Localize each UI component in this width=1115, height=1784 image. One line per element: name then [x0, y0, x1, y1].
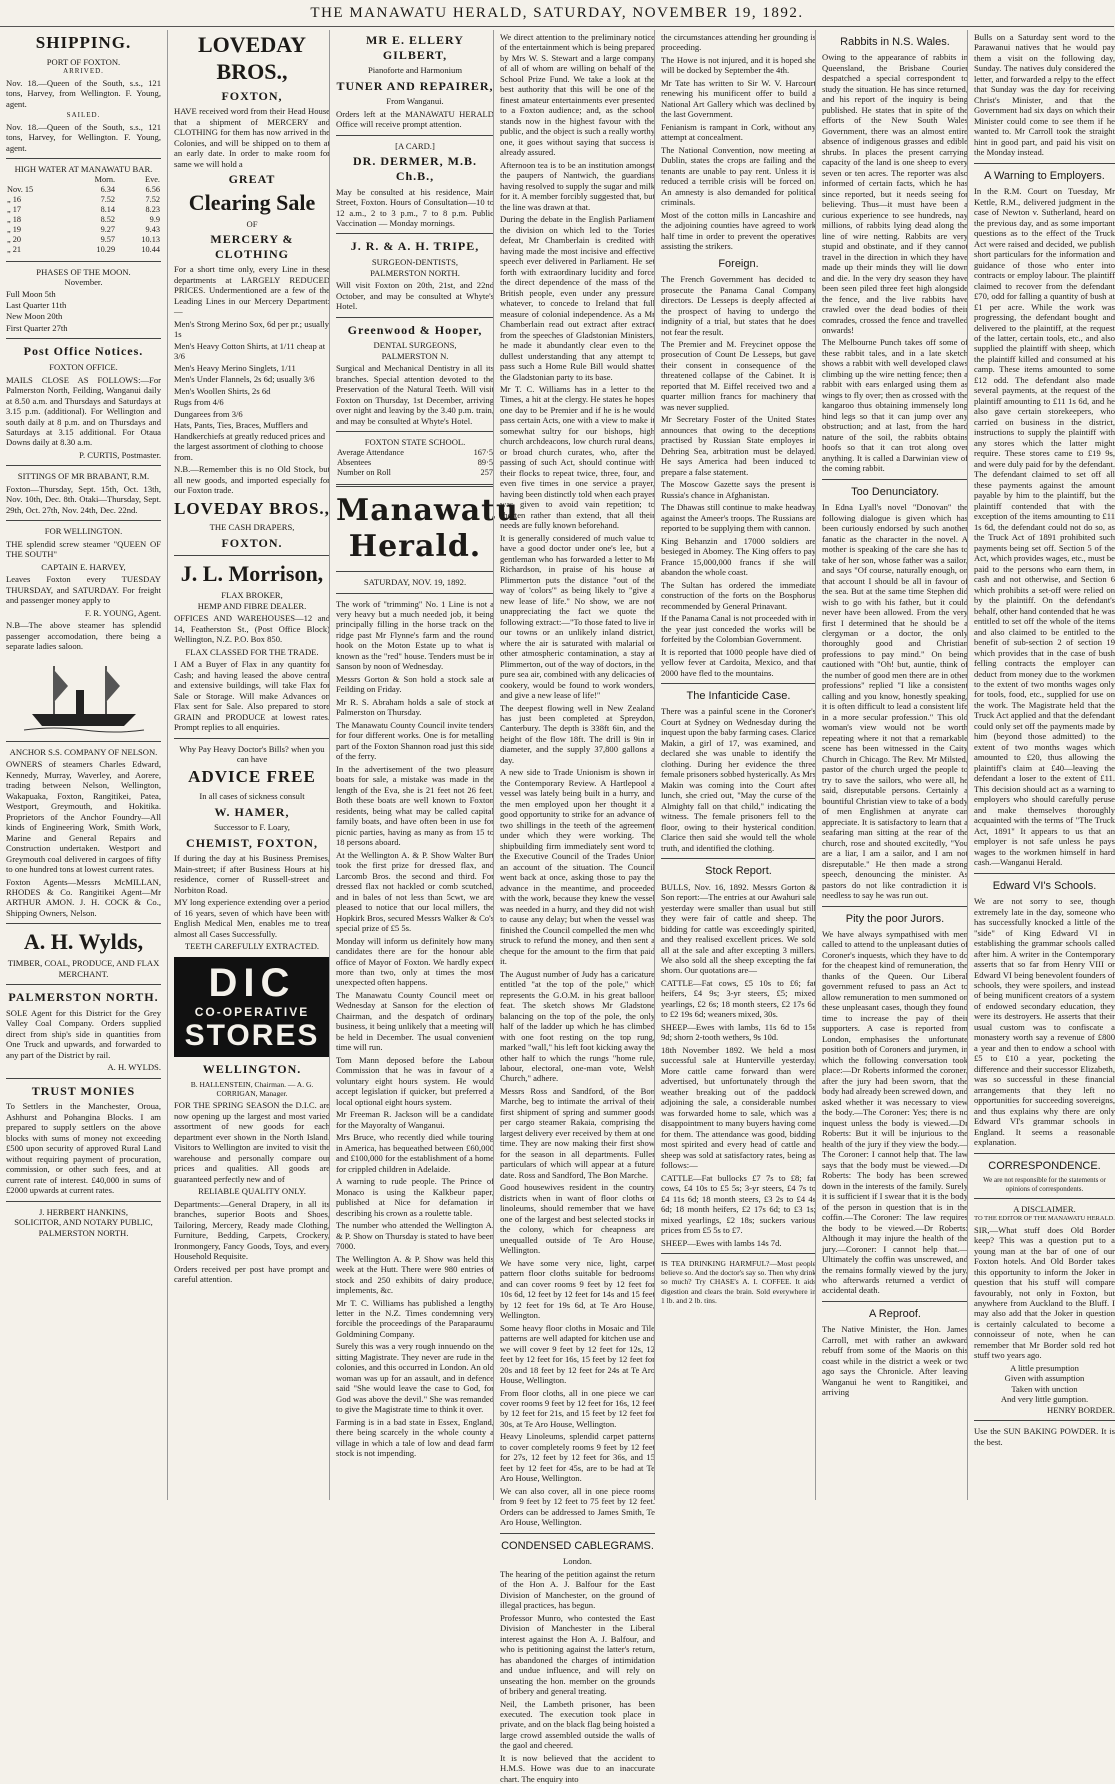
- tripe-text: Will visit Foxton on 20th, 21st, and 22nd October, and may be consulted at Whyte's Hotel.: [336, 280, 494, 312]
- paragraph: Afternoon tea is to be an institution amongst the paupers of Nantwich, the guardians having resolved to supply the sugar and milk for it. A member forcibly suggested that, but the line was drawn at that.: [500, 159, 655, 212]
- school-cell: 167·5: [473, 447, 493, 457]
- morrison-text: I AM a Buyer of Flax in any quantity for Cash; and having leased the above central and extensive buildings, will take Flax for Sale or Storage. Will make Advances on Flax sent for Sale. Also prepared to store GRAIN and PRODUCE at lowest rates. Prompt replies to all enquiries.: [174, 659, 330, 733]
- moon-item: Full Moon 5th: [6, 288, 56, 299]
- paragraph: Mr Freeman R. Jackson will be a candidate for the Mayoralty of Wanganui.: [336, 1109, 494, 1130]
- hamer-successor: Successor to F. Loary,: [214, 822, 290, 833]
- tide-row: [6, 185, 161, 195]
- tripe-place: PALMERSTON NORTH.: [370, 267, 460, 278]
- denunciatory-heading: Too Denunciatory.: [851, 485, 939, 498]
- letter-signature: HENRY BORDER.: [1047, 1404, 1115, 1415]
- gilbert-heading: MR E. ELLERY GILBERT,: [366, 33, 464, 62]
- paragraph: The Premier and M. Freycinet oppose the prosecution of Count De Lesseps, but gave their consent in consequence of the threatened collapse of the Cabinet. It is reported that M. Eiffel received two and a quarter million francs for machinery that was never supplied.: [661, 339, 816, 412]
- tide-header-row: [6, 175, 161, 185]
- reproof-text: The Native Minister, the Hon. James Carroll, met with rather an awkward rebuff from some of the Maoris on this coast while in the district a week or two ago says the Chronicle. After leaving Wanganui he went to Rangitikei, and arriving: [822, 1324, 968, 1398]
- paragraph: Mrs Bruce, who recently died while touring in America, has bequeathed between £60,000 and £100,000 for the establishment of a home for crippled children in Adelaide.: [336, 1132, 494, 1174]
- sailed-label: SAILED.: [66, 111, 101, 120]
- paragraph: Surely this was a very rough innuendo on the sitting Magistrate. They never are rude in the colonies, and this occurred in London. An old woman was up for an assault, and in defence said "She would leave the case to God, for God was above the devil." She was remanded to give the Magistrate time to think it over.: [336, 1341, 494, 1415]
- moon-month: November.: [64, 277, 103, 288]
- port-heading: PORT OF FOXTON.: [46, 56, 121, 67]
- edward-heading: Edward VI's Schools.: [992, 879, 1097, 892]
- paragraph: Owing to the appearance of rabbits in Queensland, the Brisbane Courier despatched a special correspondent to study the situation. He has since returned, and his report of the inquiry is being published. He states that in spite of the efforts of the New South Wales Government, there was an almost entire absence of indigenous grasses and edible shrubs. In places the present carrying capacity of the land is one sheep to every seven or ten acres. The reporter was also informed of certain facts, which he has since reported, but it needs seeing for believing. Thus—it must have been a curious experience to see hundreds, nay millions, of rabbits lying dead along the line of wire netting. Rabbits are very stupid and obstinate, and if they cannot travel in the direction in which they have made up their minds they will lie down and die. In the very dry season they have been seen piled three feet high alongside the fence, and the live rabbits have crawled over the dead bodies of their comrades, crossed the fence and travelled onwards!: [822, 52, 968, 335]
- arrived-text: Nov. 18.—Queen of the South, s.s., 121 tons, Harvey, from Wellington. F. Young, agent.: [6, 77, 161, 109]
- paragraph: The August number of Judy has a caricature entitled "at the top of the pole," which represents the G.O.M. in his great balloon feat. The sketch shows Mr Gladstone balancing on the top of the pole, the only half of the ladder up which he has climbed with one foot resting on the top rung, marked "wall," his left foot kicking away the other half to which the rungs "home rule, labour, electoral, one-man vote, Welsh Church," adhere.: [500, 968, 655, 1084]
- greenwood-place: PALMERSTON N.: [381, 350, 449, 361]
- wellington-text: THE splendid screw steamer "QUEEN OF THE SOUTH": [6, 538, 161, 560]
- mercery-list: [174, 319, 330, 462]
- masthead: THE MANAWATU HERALD, SATURDAY, NOVEMBER 19, 1892.: [0, 0, 1114, 27]
- paragraph: King Behanzin and 17000 soldiers are besieged in Abomey. The King offers to pay France 15,000,000 francs if she will abandon the whole coast.: [661, 535, 816, 578]
- stock-heading: Stock Report.: [705, 865, 772, 878]
- tide-row: [6, 235, 161, 245]
- tide-cell: 8.23: [145, 205, 160, 214]
- paragraph: Professor Munro, who contested the East Division of Manchester in the Liberal interest against the Hon A. J. Balfour, and who is petitioning against the latter's return, has abandoned the charges of intimidation and undue influence, and will rely on unseating the hon. member on the grounds of bribery and general treating.: [500, 1612, 655, 1697]
- paragraph: It is generally considered of much value to have a good doctor under one's lee, but a gentleman who has forwarded a letter to Mr Richardson, in praise of his house at Plimmerton puts the distance "out of the way of 'colors'" as being likely to "give a new lease of life." No show, we are not unappreciating the fact we quote the following extract:—"To those fated to live in our towns or an unlikely inland district, where the air is saturated with malarial or other atmospheric contamination, a stay at Plimmerton, out of the way of doctors, in the pure sea air, combined with any delicacies of cookery, would be found to work wonders, and give a new lease of life!": [500, 532, 655, 701]
- palmerston-text: SOLE Agent for this District for the Grey Valley Coal Company. Orders supplied direct from ship's side in quantities from One Truck and upwards, and forwarded to any part of the District by rail.: [6, 1007, 161, 1060]
- trust-text: To Settlers in the Manchester, Oroua, Ashhurst and Pohangina Blocks. I am prepared to supply settlers on the above blocks with sums of money not exceeding £500 upon security of approved Rural Land without requiring payment of procuration, commission, or other such fees, and at current rate of interest. £40,000 in sums of £2000 upwards at current rates.: [6, 1101, 161, 1196]
- tide-header-cell: [6, 175, 67, 185]
- verse: [974, 1363, 1115, 1405]
- paragraph: CATTLE—Fat cows, £5 10s to £6; fat heifers, £4 9s; 3-yr steers, £5; mixed yearlings, £2 6s; 18 month steers, £2 17s 6d to £2 19s 6d; weaners mixed, 30s.: [661, 977, 816, 1020]
- paragraph: During the debate in the English Parliament the division on which led to the Tories defeat, Mr Chamberlain is credited with having made the most incisive and effective speech ever delivered in Parliament. He set forth with extraordinary lucidity and force the direct dependence of the mass of the British people, even under any pressure whatever, to concede to Ireland that full measure of colonial independence. As a Mr Chamberlain read out extract after extract from the speeches of Gladstonian Ministers, he made it abundantly clear even to the dullest understanding that any attempt to pass such a Home Rule Bill would shatter the Gladstonian party to its base.: [500, 214, 655, 382]
- reliable-quality: RELIABLE QUALITY ONLY.: [198, 1186, 306, 1197]
- paragraph: A warning to rude people. The Prince of Monaco is using the Kalkbeur paper, published at Nice for defamation in describing his crown as a roulette table.: [336, 1176, 494, 1218]
- palmerston-sig: A. H. WYLDS.: [107, 1062, 161, 1073]
- steamer-nb: N.B—The above steamer has splendid passenger accomodation, there being a separate ladies saloon.: [6, 620, 161, 652]
- paragraph: Some heavy floor cloths in Mosaic and Tile patterns are well adapted for kitchen use and we will cover 9 feet by 12 feet for 12s, 12 feet by 12 feet for 16s, 15 feet by 12 feet for 20s and 18 feet by 12 feet for 24s at Te Aro House, Wellington.: [500, 1322, 655, 1386]
- teeth-line: TEETH CAREFULLY EXTRACTED.: [184, 941, 320, 952]
- school-cell: Absentees: [337, 457, 372, 467]
- tide-row: [6, 225, 161, 235]
- paragraph: The work of "trimming" No. 1 Line is not a very heavy but a much needed job, it being principally filling in the horse track on the ridge past Mr Flynne's farm and the round hook on the Moton Estate up to what is known as the "red" house. Tenders must be in Sanson by noon of Wednesday.: [336, 598, 494, 672]
- post-office-sig: P. CURTIS, Postmaster.: [79, 449, 161, 460]
- paragraph: SHEEP—Ewes with lambs 14s 7d.: [661, 1237, 782, 1248]
- anchor-agents: Foxton Agents—Messrs McMILLAN, RHODES & Co. Rangitikei Agent—Mr ARTHUR AMON. J. H. COCK & Co., Shipping Owners, Nelson.: [6, 876, 161, 918]
- shipping-heading: SHIPPING.: [35, 33, 132, 52]
- mercery-item: Men's Heavy Cotton Shirts, at 1/11 cheap at 3/6: [174, 340, 326, 362]
- hankins-name: J. HERBERT HANKINS,: [38, 1206, 129, 1217]
- doctor-question: Why Pay Heavy Doctor's Bills? when you can have: [179, 743, 325, 764]
- paragraph: The Wellington A. & P. Show was held this week at the Hutt. There were 980 entries of stock and 250 exhibits of dairy produce, implements, &c.: [336, 1253, 494, 1296]
- mercery-item: Hats, Pants, Ties, Braces, Mufflers and Handkerchiefs at greatly reduced prices and the largest assortment of clothing to choose from.: [174, 420, 326, 462]
- tide-cell: 9.43: [145, 225, 160, 235]
- great-label: GREAT: [228, 172, 276, 187]
- mercery-item: Rugs from 4/6: [174, 397, 224, 408]
- post-office-sub: FOXTON OFFICE.: [49, 362, 118, 373]
- tripe-surgeon: SURGEON-DENTISTS,: [371, 257, 459, 268]
- dic-departments: Departments:—General Drapery, in all its branches, superior Boots and Shoes, Tailoring, Mercery, Ready made Clothing, Furniture, Bedding, Carpets, Crockery, Ironmongery, Fancy Goods, Toys, and every Household Requisite.: [174, 1198, 330, 1262]
- tide-cell: 10.29: [96, 245, 116, 255]
- dermer-text: May be consulted at his residence, Main Street, Foxton. Hours of Consultation—10 to 12 a.m., 2 to 3 p.m., 7 to 8 p.m. Public Vaccination — Monday mornings.: [336, 186, 494, 228]
- tide-cell: 9.57: [100, 235, 116, 245]
- school-row: [336, 448, 494, 458]
- foreign-paragraphs: [661, 274, 816, 678]
- paragraph: We can also cover, all in one piece rooms from 9 feet by 12 feet to 75 feet by 12 feet. Orders can be addressed to James Smith, Te Aro House, Wellington.: [500, 1485, 655, 1528]
- sittings-heading: SITTINGS OF MR BRABANT, R.M.: [17, 471, 150, 482]
- dic-orders: Orders received per post have prompt and careful attention.: [174, 1263, 330, 1285]
- foreign-heading: Foreign.: [718, 257, 759, 270]
- disclaimer-heading: A DISCLAIMER.: [1013, 1204, 1076, 1215]
- dic-logo: DIC: [208, 960, 296, 1005]
- paragraph: Mr T. C. Williams has published a lengthy letter in the N.Z. Times condemning very forcible the proceedings of the Paraparaumu Goldmining Company.: [336, 1297, 494, 1339]
- leader-paragraphs: [336, 599, 494, 1459]
- paragraph: Mr T. C. Williams has in a letter to the Times, a hit at the clergy. He states he hopes one day to be Premier and if he is he would pass certain Acts, one with a view to make it somewhat sultry for our bishops, high church archdeacons, low church rural deans, or broad church curates, who, after the passing of such Act, should continue with their flocks to repeat twice, three, four, and even five times in one service a prayer, having been distinctly told when each prayer was given to avoid vain repetition; to shorten rather than extend, that all their needs are fully known beforehand.: [500, 383, 655, 531]
- paragraph: It is now believed that the accident to H.M.S. Howe was due to an inaccurate chart. The enquiry into: [500, 1752, 655, 1784]
- wylds-sub: TIMBER, COAL, PRODUCE, AND FLAX MERCHANT.: [7, 958, 160, 979]
- school-cell: 89·5: [477, 457, 493, 467]
- paragraph: Mr R. S. Abraham holds a sale of stock at Palmerston on Thursday.: [336, 696, 494, 718]
- tide-row: [6, 205, 161, 215]
- of-label: OF: [246, 218, 258, 229]
- tide-cell: 6.34: [100, 184, 116, 194]
- anchor-heading: ANCHOR S.S. COMPANY OF NELSON.: [9, 746, 158, 757]
- paragraph: CATTLE—Fat bullocks £7 7s to £8; fat cows, £4 10s to £5 5s; 3-yr steers, £4 7s to £4 11s 6d; 18 month steers, £3 2s to £4 4s 6d; 18 month heifers, £2 17s 6d; to £3 1s; mixed yearlings, £2 18s; suckers various prices from £5 5s to £7.: [661, 1172, 816, 1236]
- paragraph: Farming is in a bad state in Essex, England, there being scarcely in the whole county a village in which a tale of low and dead farm stock is not impending.: [336, 1416, 494, 1459]
- dic-logo-block: [174, 957, 330, 1058]
- paragraph: 18th November 1892. We held a most successful sale at Hunterville yesterday. More cattle came forward than were advertised, but unfortunately through the weather breaking out of the paddock adjoining the sale, a considerable number was forwarded home to sale, which was a disappointment to many buyers having come for them. The attendance was good, bidding most spirited and every head of cattle and sheep was sold at satisfactory rates, being as follows:—: [661, 1044, 816, 1171]
- loveday-nb: N.B.—Remember this is no Old Stock, but all new goods, and imported especially for our Foxton trade.: [174, 464, 330, 496]
- clearing-sale: Clearing Sale: [188, 189, 316, 215]
- correspondence-note: We are not responsible for the statements or opinions of correspondents.: [983, 1176, 1106, 1193]
- steamship-illustration: [24, 656, 144, 736]
- tide-cell: 6.56: [145, 184, 160, 194]
- paragraph: Tom Mann deposed before the Labour Commission that he was in favour of a voluntary eight hours system. He would accept legislation if quicker, but preferred a local optional eight hours system.: [336, 1054, 494, 1107]
- paragraph: Most of the cotton mills in Lancashire and the adjoining counties have agreed to work half time in order to prevent the operatives assisting the strikers.: [661, 209, 816, 252]
- cablegrams-heading: CONDENSED CABLEGRAMS.: [501, 1539, 654, 1552]
- cash-drapers: THE CASH DRAPERS,: [209, 522, 295, 533]
- anchor-text: OWNERS of steamers Charles Edward, Kennedy, Murray, Waverley, and Aorere, trading between Nelson, Wellington, Wakapuaka, Foxton, Rangitikei, Patea, Westport, Greymouth, and Hokitika. Proprietors of the Anchor Foundry—All kinds of Engineering Work, Smith Work, Marine and General Repairs and Construction undertaken. Westport and Greymouth coal delivered in cargoes of fifty to one hundred tons at lowest current rates.: [6, 759, 161, 875]
- trust-heading: TRUST MONIES: [31, 1083, 136, 1098]
- column-4: [493, 30, 661, 1784]
- column-2: [167, 30, 336, 1500]
- baking-powder-ad: Use the SUN BAKING POWDER. It is the best.: [974, 1426, 1115, 1447]
- tide-cell: Nov. 15: [7, 184, 34, 194]
- school-cell: Number on Roll: [337, 467, 391, 477]
- gilbert-sub: Pianoforte and Harmonium: [367, 65, 463, 76]
- tide-cell: „ 17: [7, 205, 22, 214]
- paragraph: The French Government has decided to prosecute the Panama Canal Company directors. De Lesseps is deeply affected at the prospect of having to undergo the indignity of a trial, but states that he does not fear the result.: [661, 274, 816, 337]
- rabbits-heading: Rabbits in N.S. Wales.: [840, 36, 950, 48]
- paragraph: A new side to Trade Unionism is shown in the Contemporary Review. A Hartlepool a vessel was lately being built in a hurry, and the men employed upon her thought it a good opportunity to strike for an advance of two shillings in the teeth of the agreement under which they were working. The shipbuilding firm immediately sent word to the Executive Council of the Trades Union an account of the situation. The Council went back at once, asking those to pay the advance in the meantime, and proceeded with the work, because they knew the vessel was needed in a hurry, and they did not wish to cause any delay; but when the vessel was finished the Council compelled the men who struck to refund the money, and then sent a cheque for the amount to the firm that paid it.: [500, 767, 655, 967]
- cable-paragraphs: [500, 1569, 655, 1784]
- hamer-text: If during the day at his Business Premises, Main-street; if after Business Hours at his residence, corner of Russell-street and Norbiton Road.: [174, 853, 330, 895]
- arrived-label: ARRIVED.: [63, 67, 104, 76]
- offices-text: OFFICES AND WAREHOUSES—12 and 14, Featherston St., (Post Office Block) Wellington, N.Z. P.O. Box 850.: [174, 613, 330, 645]
- school-cell: 257: [480, 467, 493, 477]
- column-5: [654, 30, 822, 1500]
- gilbert-from: From Wanganui.: [386, 96, 444, 107]
- paragraph: the circumstances attending her grounding is proceeding.: [661, 32, 816, 53]
- loveday-sig: LOVEDAY BROS.,: [174, 498, 330, 518]
- loveday-text: HAVE received word from their Head House that a shipment of MERCERY and CLOTHING for them has now arrived in the Colonies, and will be shipped on to them at an early date. In order to make room for same we will hold a: [174, 106, 330, 169]
- greenwood-heading: Greenwood & Hooper,: [347, 322, 483, 337]
- foxton-label: FOXTON.: [221, 535, 283, 550]
- dermer-heading: DR. DERMER, M.B. Ch.B.,: [353, 154, 477, 183]
- paragraph: Good housewives resident in the country districts when in want of floor cloths or linoleums, should remember that we have one of the largest and best selected stocks in the colony, which for cheapness are unequalled outside of Te Aro House, Wellington.: [500, 1182, 655, 1256]
- wellington-text2: Leaves Foxton every TUESDAY THURSDAY, and SATURDAY. For freight and passenger money apply to: [6, 574, 161, 606]
- wellington-heading: FOR WELLINGTON.: [44, 526, 123, 537]
- warning-text: In the R.M. Court on Tuesday, Mr Kettle, R.M., delivered judgment in the case of Newton v. Sutherland, heard on the previous day, and as some important questions as to the effect of the Truck Act were raised and decided, we publish short particulars for the information and guidance of those who enter into contracts or employ labour. The plaintiff claimed to recover from the defendant £70, odd for falling a quantity of bush at £1 per acre. While the work was progressing, the defendant bought and delivered to the plaintiff, at the request of the latter, certain tools, etc., and also supplied the plaintiff with sheep, which the plaintiff killed and consumed at his camp. These items amounted to some £12 odd. The defendant also made several payments, at the request of the plaintiff amounting to £11 1s 6d, and he also gave certain storekeepers, who carried on business in the district, instructions to supply the plaintiff with any stores which the latter might require. These stores came to £19 9s, and were duly paid for by the defendant. The defendant claimed to set off all these payments against the amount payable by him to the plaintiff, but the plaintiff contended that with the exception of the items amounting to £11 1s 6d, the defendant could not do so, as the Truck Act of 1891 prohibited such payments being set off. Section 5 of the Act, which provides wages, etc., must be paid to the persons who earn them, in cash and not otherwise, and Section 6 which prohibits a set-off were relied on by the plaintiff. On the defendant's behalf, other hand contended that he was entitled to set off the whole of the items and also claimed to be entitled to the benefit of sub-section 2 of section 19 which provides that in the case of bush felling contracts the employer can deduct from money due to the workmen to the extent of two months wages only for tools, food, etc., supplied for use on the work. The Magistrate held that the Truck Act applied and that the defendant could only set off the payments made by him (beyond those admitted) to the extent of two months wages which amounted to £20, thus allowing the plaintiff's claim at £40—leaving the defendant a loser to the extent of £11. This decision should act as a warning to employers who should carefully peruse and make themselves thoroughly acquainted with the terms of "The Truck Act, 1891" It appears to us that an employer is not safe unless he pays wages to the workmen himself in hard cash.—Wanganui Herald.: [974, 186, 1115, 868]
- tide-cell: 10.13: [141, 235, 160, 245]
- tide-cell: 10.44: [141, 245, 160, 255]
- post-office-heading: Post Office Notices.: [23, 344, 144, 359]
- column-6: [815, 30, 974, 1500]
- paragraph: Monday will inform us definitely how many candidates there are for the honour able office of Mayor of Foxton. We hardly expect more than two, only at times the most unexpected often happens.: [336, 935, 494, 988]
- paragraph: Mr Tate has written to Sir W. V. Harcourt renewing his munificent offer to build a National Art Gallery which was declined by the last Government.: [661, 77, 816, 120]
- wylds-heading: A. H. Wylds,: [23, 929, 144, 955]
- hankins-sub: SOLICITOR, AND NOTARY PUBLIC, PALMERSTON NORTH.: [14, 1217, 153, 1238]
- paragraph: If the Panama Canal is not proceeded with in the year just conceded the works will be forfeited by the Colombian Government.: [661, 613, 816, 645]
- paragraph: The hearing of the petition against the return of the Hon A. J. Balfour for the East Division of Manchester, on the ground of illegal practices, has begun.: [500, 1568, 655, 1611]
- paragraph: SHEEP—Ewes with lambs, 11s 6d to 15s 9d; shorn 2-tooth wethers, 9s 10d.: [661, 1021, 816, 1043]
- tide-cell: 8.14: [100, 205, 116, 214]
- jurors-heading: Pity the poor Jurors.: [845, 912, 945, 925]
- school-heading: FOXTON STATE SCHOOL.: [364, 437, 466, 448]
- mercery-item: Men's Strong Merino Sox, 6d per pr.; usually 1s: [174, 318, 330, 340]
- hamer-text2: MY long experience extending over a period of 16 years, seven of which have been with English Medical Men, enables me to treat almost all Cases Successfully.: [174, 897, 330, 939]
- card-label: [A CARD.]: [395, 140, 435, 151]
- greenwood-text: Surgical and Mechanical Dentistry in all its branches. Special attention devoted to the Preservation of the Natural Teeth. Will visit Foxton on Thursday, 1st December, arriving over night and leaving by the 3.40 p.m. train, and may be consulted at Whyte's Hotel.: [336, 363, 494, 426]
- tide-cell: 9.9: [149, 215, 160, 225]
- paragraph: We have some very nice, light, carpet pattern floor cloths suitable for bedrooms and can cover rooms 9 feet by 12 feet for 10s 6d, 12 feet by 12 feet for 14s and 15 feet by 12 feet for 19s 6d, at Te Aro House, Wellington.: [500, 1257, 655, 1321]
- moon-item: First Quarter 27th: [6, 322, 68, 333]
- herald-date: SATURDAY, NOV. 19, 1892.: [363, 577, 467, 588]
- infanticide-heading: The Infanticide Case.: [686, 690, 791, 703]
- moon-item: Last Quarter 11th: [6, 300, 67, 310]
- morrison-heading: J. L. Morrison,: [180, 561, 324, 587]
- paragraph: Messrs Gorton & Son hold a stock sale at Feilding on Friday.: [336, 673, 494, 695]
- dic-names: B. HALLENSTEIN, Chairman. — A. G. CORRIGAN, Manager.: [190, 1080, 314, 1099]
- letter-text: SIR,—What stuff does Old Border keep? This was a question put to a young man at the bar of one of our Foxton hotels. And Old Border takes this opportunity to inform the Joker in question that his stuff will compare favourably, not only in Foxton, but anywhere from Auckland to the Bluff. I may also add that the Joker in question is certainly calculated to become a connoisseur of note, when he can remember that Mr Border sold red hot stuff two years ago.: [974, 1224, 1115, 1361]
- paragraph: The Melbourne Punch takes off some of these rabbit tales, and in a late sketch shows a rabbit with well developed claws climbing up the wire netting fence; then a rabbit with ears enlarged using them as wings to fly over; then as crossed with the kangaroo thus obtaining immensely long hind legs so that it can jump over any obstruction; and at last, from the hard nature of the soil, the rabbits obtains hoofs so that it can trot along over anything. It is called a Darwinian view of the coming rabbit.: [822, 337, 968, 474]
- dic-stores: STORES: [184, 1019, 320, 1053]
- moon-heading: PHASES OF THE MOON.: [36, 266, 131, 277]
- school-cell: Average Attendance: [337, 447, 404, 457]
- denunciatory-text: In Edna Lyall's novel "Donovan" the following dialogue is given which has been curiously endorsed by such another fanatic as the character in the novel. A mother is speaking of the care she has to take of her son, whose father was a sailor, and says "Of course, naturally enough, on that account I should be all in favour of the sea. But at the same time Stephen did wish to go with his father, but it could never have been allowed. From the very first I determined that he should be a clergyman or a doctor, the only thoroughly good and Christian professions to pay mind." On being cautioned with "Oh! but, auntie, think of the number of good men there are in other professions" replied "I like a consistent calling and you know, honestly speaking, it is often difficult to lead a consistent life in a more secular profession." This old woman's view would not be worth repeating where it not that a remarkable scene has been witnessed in the Caity Church in Chicago. The Rev. Mr Milsted, pastor of the church urged the people to try to save the sailors, who were all, he said, disreputable persons. Certainly a bountiful Christian view to take of a body of men Englishmen at anyrate can appreciate. It is satisfactory to learn that a seafaring man sitting at the rear of the church, rose and shouted excitedly, "You are a liar, I am a sailor, and I am not disreputable." He then made a strong speech, denouncing the minister. As pastors do not like contradiction it is needless to say he was run out.: [822, 502, 968, 901]
- verse-line: And very little gumption.: [1000, 1394, 1089, 1405]
- mercery-item: Dungarees from 3/6: [174, 408, 243, 419]
- tea-ad: IS TEA DRINKING HARMFUL?—Most people believe so. And the doctor's say so. Then why drink so much? Try CHASE's A. I. COFFEE. It aids digestion and clears the brain. Sold everywhere in 1 lb. and 2 lb. tins.: [661, 1259, 816, 1305]
- school-table: [336, 448, 494, 478]
- paragraph: In the advertisement of the two pleasure boats for sale, a mistake was made in the length of the Eva, she is 21 feet not 26 feet. Both these boats are well known to Foxton residents, being what may be called capital family boats, and have often been in use for picnic parties, having as many as from 15 to 18 persons aboard.: [336, 763, 494, 848]
- paragraph: The Howe is not injured, and it is hoped she will be docked by September the 4th.: [661, 54, 816, 76]
- tide-row: [6, 215, 161, 225]
- tide-table: [6, 175, 161, 256]
- mercery-item: Men's Under Flannels, 2s 6d; usually 3/6: [174, 374, 315, 385]
- tuner-label: TUNER AND REPAIRER,: [336, 78, 494, 93]
- infanticide-text: There was a painful scene in the Coroner's Court at Sydney on Wednesday during the inquest upon the baby farming cases. Clarice Makin, a girl of 17, was examined, and declared she was unable to identify the clothing. During her evidence the three female prisoners sobbed hysterically. As Mrs Makin was coming into the Court after lunch, she cried out, "May the curse of the Almighty fall on that child," indicating the witness. The female prisoners fell to the floor, owing to their hysterical condition. Clarice then said she would tell the whole truth, and identified the clothing.: [661, 706, 816, 853]
- loveday-text2: For a short time only, every Line in these departments at LARGELY REDUCED PRICES. Undermentioned are a few of the Leading Lines in our Mercery Department:—: [174, 264, 330, 317]
- tide-cell: 7.52: [100, 194, 116, 204]
- tide-cell: „ 19: [7, 225, 22, 235]
- agent-sig: F. R. YOUNG, Agent.: [84, 607, 161, 618]
- moon-list: [6, 289, 161, 334]
- tide-cell: „ 18: [7, 215, 22, 225]
- tide-row: [6, 195, 161, 205]
- stock-paragraphs: [661, 882, 816, 1248]
- tide-cell: 8.52: [100, 215, 116, 225]
- hamer-name: W. HAMER,: [214, 804, 290, 819]
- paragraph: The deepest flowing well in New Zealand has just been completed at Spreydon, Canterbury. The depth is 338ft 6in, and the height of the flow 18ft. The drill is 9in in diameter, and the supply 37,800 gallons a day.: [500, 702, 655, 765]
- verse-line: Taken with unction: [1011, 1383, 1078, 1394]
- verse-line: A little presumption: [1010, 1362, 1079, 1373]
- to-editor: TO THE EDITOR OF THE MANAWATU HERALD.: [974, 1214, 1115, 1222]
- sailed-text: Nov. 18.—Queen of the South, s.s., 121 tons, Harvey, for Wellington. F. Young, agent.: [6, 121, 161, 153]
- paragraph: The Sultan has ordered the immediate construction of the forts on the Bosphorus recommended by General Prinavant.: [661, 579, 816, 611]
- paragraph: The Moscow Gazette says the present is Russia's chance in Afghanistan.: [661, 479, 816, 500]
- paragraph: The Dhawas still continue to make headway against the Ameer's troops. The Russians are reported to be supplying them with cannon.: [661, 502, 816, 534]
- london-label: London.: [563, 1556, 592, 1567]
- greenwood-dental: DENTAL SURGEONS,: [373, 340, 457, 351]
- paragraph: The Manawatu County Council meet on Wednesday at Sanson for the election of Chairman, and the despatch of ordinary business, it being unlikely that a meeting will be held in December. The usual convenient time will run.: [336, 989, 494, 1053]
- paragraph: Heavy Linoleums, splendid carpet patterns to cover completely rooms 9 feet by 12 feet for 27s, 12 feet by 12 feet for 36s, and 15 feet by 12 feet for 45s, are to be had at Te Aro House, Wellington.: [500, 1431, 655, 1484]
- edward-text: We are not sorry to see, though extremely late in the day, someone who has successfully knocked a little of the "side" of King Edward VI in establishing the grammar schools called after him. A writer in the Contemporary asserts that so far from Henry VIII or Edward VI being benevolent founders of schools, they were spoilers, and instead of being munificent creators of a system of endowed secondary education, they were its destroyers. He asserts that their usual custom was to confiscate a monastery worth say a revenue of £800 a year and then to endow a school with £5 to £10 a year, pocketing the difference and their successor Elizabeth, was so successful in these financial arrangements that they left no opportunities for succeeding sovereigns, and thus explains why there are only Edward VI's grammar schools in England. It seems a reasonable explanation.: [974, 896, 1115, 1148]
- column-1: [6, 30, 167, 1500]
- post-office-text: MAILS CLOSE AS FOLLOWS:—For Palmerston North, Feilding, Wanganui daily at 8.50 a.m. and Thursdays and Saturdays at 3.15 p.m. (additional). For Wellington and south daily at 8 p.m. and on Thursdays and Saturdays at 3.15 additional. For Otaua Downs daily at 8.30 a.m.: [6, 374, 161, 448]
- chemist-label: CHEMIST, FOXTON,: [186, 835, 318, 850]
- sittings-text: Foxton—Thursday, Sept. 15th, Oct. 13th, Nov. 10th, Dec. 8th. Otaki—Thursday, Sept. 29th, Oct. 27th, Nov. 24th, Dec. 22nd.: [6, 483, 161, 515]
- paragraph: Neil, the Lambeth prisoner, has been executed. The execution took place in private, and on the black flag being hoisted a large crowd assembled outside the walls of the gaol and cheered.: [500, 1698, 655, 1751]
- advice-free: ADVICE FREE: [188, 767, 316, 787]
- flax-broker: FLAX BROKER,: [221, 590, 283, 601]
- moon-item: New Moon 20th: [6, 311, 63, 322]
- captain: CAPTAIN E. HARVEY,: [41, 561, 126, 572]
- reproof-heading: A Reproof.: [869, 1307, 921, 1320]
- tide-header-cell: Morn.: [94, 174, 116, 184]
- tide-row: [6, 245, 161, 255]
- correspondence-heading: CORRESPONDENCE.: [988, 1159, 1101, 1172]
- tide-heading: HIGH WATER AT MANAWATU BAR.: [14, 164, 153, 175]
- palmerston-heading: PALMERSTON NORTH.: [8, 990, 159, 1005]
- tide-header-cell: Eve.: [145, 174, 160, 184]
- rabbits-paragraphs: [822, 52, 968, 473]
- paragraph: Messrs Ross and Sandford, of the Bon Marche, beg to intimate the arrival of their first shipment of spring and summer goods per cargo steamer Rakaia, comprising the largest delivery ever received by them at one time. They are now making their first show for the season in all departments. Fuller particulars of which will appear at a future date. Ross and Sandford, The Bon Marche.: [500, 1085, 655, 1180]
- paragraph: We direct attention to the preliminary notice of the entertainment which is being prepared by Mrs W. S. Stewart and a large company of all of whom are willing on behalf of the School Prize Fund. We take a look at the best authority that this will be one of the finest amateur entertainments ever presented to a Foxton audience; and, as the school stands now in the highest favour with the public, and the object is such a really worthy one, it goes without saying that success is already assured.: [500, 32, 655, 158]
- mercery-item: Men's Woollen Shirts, 2s 6d: [174, 385, 271, 396]
- paragraph: From floor cloths, all in one piece we can cover rooms 9 feet by 12 feet for 16s, 12 feet by 12 feet for 21s, and 15 feet by 12 feet for 30s, at Te Aro House, Wellington.: [500, 1387, 655, 1429]
- paragraph: It is reported that 1000 people have died of yellow fever at Cardoita, Mexico, and that 2000 have fled to the mountains.: [661, 646, 816, 678]
- tide-cell: „ 16: [7, 194, 22, 204]
- hemp-dealer: HEMP AND FIBRE DEALER.: [197, 600, 307, 611]
- paragraph: BULLS, Nov. 16, 1892. Messrs Gorton & Son report:—The entries at our Awahuri sale yesterday were smaller than usual but still they were fair of cattle and sheep. The bidding for cattle was exceedingly spirited, and they realised excellent prices. We sold all at the sale and after excepting 3 millers. We also sold all the sheep excepting the fat shorn. Our quotations are—: [661, 881, 816, 976]
- warning-heading: A Warning to Employers.: [984, 169, 1105, 182]
- paragraph: Fenianism is rampant in Cork, without any attempt at concealment.: [661, 121, 816, 143]
- jurors-text: We have always sympathised with men called to attend to the unpleasant duties of Coroner's inquests, which they have to do for the cheapest kind of remuneration, the thanks of the Queen. Our Liberal government refused to pass an Act to allow remuneration to men summoned on these unpleasant cases, though they found time to increase the pay of their supporters. A case is reported from London, emphasises the unfortunate position both of Coroners and jurymen, in which the following conversation took place:—Dr Roberts informed the coroner, after the jury had been sworn, that the body had already been screwed down, and asked whether it was necessary to view the body.—The Coroner: Yes; there is no inquest unless the body is viewed.—Dr Roberts: But it will be injurious to the health of the jury if they view the body.—The Coroner: I cannot help that. The law says that the body must be viewed.—Dr Roberts: The body has been screwed down in the interests of the family. Surely it is sufficient if I swear that it is the body of the person in question that is in the coffin.—The Coroner: The law requires the body to be viewed.—Dr Roberts: Although it may injure the health of the jury.—Coroner: I cannot help that.—Ultimately the coffin was unscrewed, and the remains formally viewed by the jury, who afterwards returned a verdict of accidental death.: [822, 929, 968, 1296]
- sickness-line: In all cases of sickness consult: [199, 791, 305, 802]
- herald-title: Manawatu Herald.: [336, 492, 519, 565]
- column-7: [967, 30, 1115, 1500]
- paragraph: The number who attended the Wellington A. & P. Show on Thursday is stated to have been 7000.: [336, 1220, 494, 1252]
- tide-cell: 7.52: [145, 194, 160, 204]
- paragraph: The National Convention, now meeting at Dublin, states the crops are failing and the tenants are unable to pay rent. Unless it is reduced a terrible crisis will be forced on. An amnesty is also demanded for political criminals.: [661, 144, 816, 208]
- flax-classed: FLAX CLASSED FOR THE TRADE.: [185, 646, 319, 657]
- mercery-label: MERCERY & CLOTHING: [210, 232, 294, 261]
- gilbert-text: Orders left at the MANAWATU HERALD Office will receive prompt attention.: [336, 108, 494, 130]
- tide-cell: „ 20: [7, 235, 22, 245]
- paragraph: At the Wellington A. & P. Show Walter Burt took the first prize for dressed flax, and Larcomb Bros. the second and third. For dressed flax not hackled or comb scutched, and in bales of not less than 5cwt, we are pleased to notice that our local millers, the Hopkirk Bros, secured Messrs Walker & Co's special prize of £5 5s.: [336, 849, 494, 934]
- reproof-continued: Bulls on a Saturday sent word to the Parawanui natives that he would pay them a visit on the following day, Sunday. The natives duly considered the letter, and forwarded a relpy to the effect that Sunday was the day for receiving Christ's Minister, and that the Government had six days on which their Minister could come to see them if he wanted to. Mr Carroll took the straight hint in good part, and paid his visit on the Monday instead.: [974, 32, 1115, 158]
- paragraph: Mr Secretary Foster of the United States announces that owing to the deceptions practised by Russian State employes in Dehring Sea, arbitration must be delayed. He says America had been induced to prepare a false statement.: [661, 414, 816, 477]
- school-row: [336, 468, 494, 478]
- tripe-heading: J. R. & A. H. TRIPE,: [350, 239, 480, 254]
- tide-cell: „ 21: [7, 245, 22, 255]
- cable-continued: [661, 32, 816, 252]
- dic-text: FOR THE SPRING SEASON the D.I.C. are now opening up the largest and most varied assortment of new goods for each department ever shown in the North Island. Visitors to Wellington are invited to visit the warehouse and personally compare our prices and qualities. All goods are guaranteed perfectly new and of: [174, 1100, 330, 1184]
- paragraph: The Manawatu County Council invite tenders for four different works. One is for metalling part of the Foxton Shannon road just this side of the ferry.: [336, 719, 494, 762]
- loveday-heading: LOVEDAY BROS.,: [198, 32, 306, 84]
- column-3: [329, 30, 519, 1500]
- verse-line: Given with assumption: [1004, 1373, 1085, 1384]
- dic-wellington: WELLINGTON.: [202, 1062, 302, 1077]
- school-row: [336, 458, 494, 468]
- dic-cooperative: CO-OPERATIVE: [194, 1004, 310, 1019]
- news-paragraphs: [500, 32, 655, 1528]
- loveday-place: FOXTON,: [221, 88, 283, 103]
- tide-cell: 9.27: [100, 225, 116, 235]
- mercery-item: Men's Heavy Merino Singlets, 1/11: [174, 362, 296, 373]
